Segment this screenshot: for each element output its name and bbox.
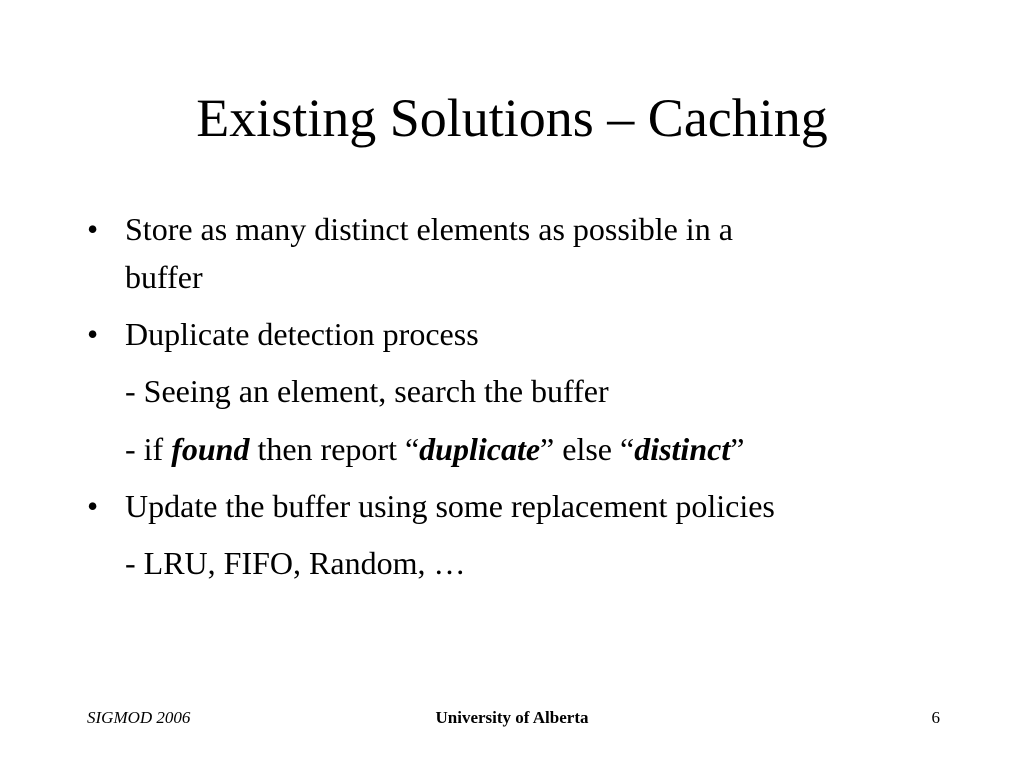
- bullet-1-line-1: Store as many distinct elements as possible in a: [125, 211, 733, 247]
- keyword-duplicate: duplicate: [419, 431, 541, 467]
- bullet-marker: •: [87, 316, 99, 352]
- sub-mid2: ” else “: [540, 431, 635, 467]
- bullet-marker: •: [87, 211, 99, 247]
- bullet-marker: •: [87, 488, 99, 524]
- bullet-3-sub-1: - LRU, FIFO, Random, …: [125, 545, 466, 581]
- sub-suffix: ”: [730, 431, 745, 467]
- bullet-2-sub-2: [125, 425, 744, 473]
- footer-conference: SIGMOD 2006: [87, 708, 191, 727]
- sub-prefix: - if: [125, 431, 172, 467]
- bullet-3-text: Update the buffer using some replacement policies: [125, 488, 775, 524]
- keyword-distinct: distinct: [634, 431, 731, 467]
- bullet-2-text: Duplicate detection process: [125, 316, 479, 352]
- keyword-found: found: [171, 431, 250, 467]
- bullet-1-line-2: buffer: [125, 259, 203, 295]
- footer-page-number: 6: [931, 708, 940, 727]
- footer-institution: University of Alberta: [435, 708, 589, 727]
- slide-title: Existing Solutions – Caching: [196, 88, 828, 148]
- bullet-2-sub-1: - Seeing an element, search the buffer: [125, 373, 609, 409]
- sub-mid: then report “: [249, 431, 420, 467]
